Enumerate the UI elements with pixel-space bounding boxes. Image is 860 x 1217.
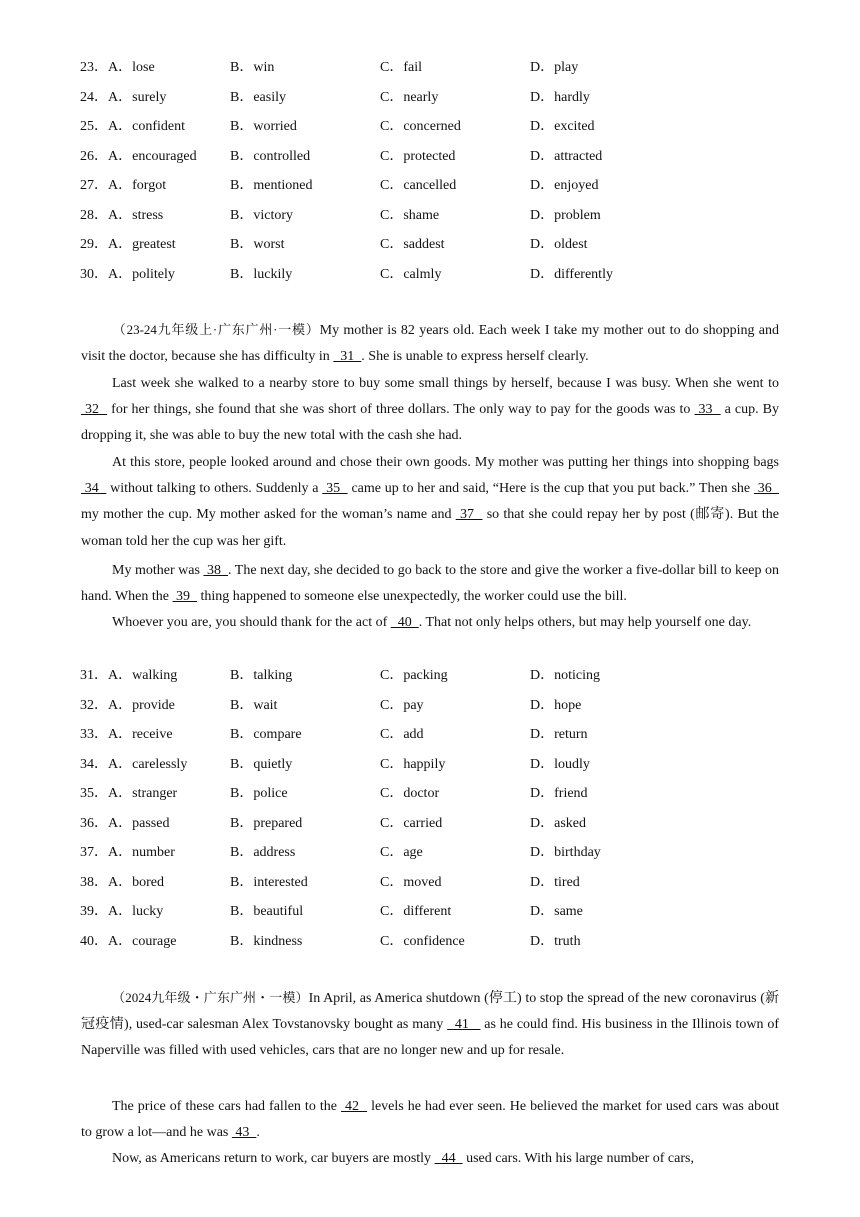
- blank-41: 41: [447, 1017, 481, 1033]
- question-25: [80, 117, 780, 137]
- option-b: B．victory: [230, 207, 293, 223]
- option-d: D．asked: [530, 815, 587, 831]
- option-c: C．happily: [380, 756, 446, 772]
- blank-32: 32: [81, 402, 108, 418]
- blank-36: 36: [753, 481, 780, 497]
- question-29: [80, 235, 780, 255]
- option-a: 37．A．number: [80, 845, 175, 860]
- option-b: B．kindness: [230, 933, 303, 949]
- option-b: B．interested: [230, 874, 308, 890]
- question-33: [80, 725, 780, 745]
- option-c: C．cancelled: [380, 178, 457, 193]
- option-b: B．worried: [230, 119, 297, 134]
- blank-43: 43: [231, 1125, 257, 1141]
- question-35: [80, 784, 780, 804]
- option-a: 30．A．politely: [80, 266, 175, 282]
- option-d: D．return: [530, 727, 588, 742]
- option-d: D．tired: [530, 874, 580, 890]
- option-d: D．truth: [530, 933, 581, 949]
- option-b: B．easily: [230, 89, 286, 105]
- question-26: [80, 147, 780, 167]
- option-c: C．protected: [380, 148, 456, 164]
- option-b: B．win: [230, 60, 275, 75]
- option-d: D．loudly: [530, 756, 590, 772]
- option-a: 28．A．stress: [80, 207, 164, 223]
- option-d: D．differently: [530, 266, 613, 282]
- blank-44: 44: [434, 1151, 463, 1166]
- question-40: [80, 932, 780, 952]
- option-c: C．doctor: [380, 786, 440, 801]
- option-b: B．talking: [230, 668, 293, 683]
- question-36: [80, 814, 780, 834]
- blank-38: 38: [203, 563, 229, 578]
- option-b: B．compare: [230, 727, 302, 742]
- option-d: D．enjoyed: [530, 178, 599, 193]
- option-d: D．hope: [530, 697, 582, 713]
- passage-paragraph: Whoever you are, you should thank for the act of 40 . That not only helps others, but may help yourself one day.: [112, 615, 752, 630]
- blank-31: 31: [333, 349, 362, 365]
- blank-37: 37: [455, 507, 483, 523]
- option-d: D．oldest: [530, 237, 588, 252]
- option-d: D．noticing: [530, 668, 601, 683]
- option-a: 34．A．carelessly: [80, 756, 188, 772]
- option-c: C．carried: [380, 815, 443, 831]
- option-a: 39．A．lucky: [80, 904, 164, 919]
- blank-33: 33: [694, 402, 721, 418]
- passage-source: （2024九年级・广东广州・一模）: [112, 990, 309, 1005]
- option-c: C．moved: [380, 874, 442, 890]
- option-a: 40．A．courage: [80, 933, 177, 949]
- option-d: D．problem: [530, 207, 601, 223]
- question-28: [80, 206, 780, 226]
- option-d: D．attracted: [530, 148, 603, 164]
- option-c: C．concerned: [380, 119, 461, 134]
- passage-paragraph: Last week she walked to a nearby store to buy some small things by herself, because I was busy. When she went to 32 for her things, she found that she was short of three dollars. The only way to pay for the goods was to 33 a cup. By dropping it, she was able to buy the new total with the cash she had.: [81, 376, 780, 444]
- passage-paragraph: （2024九年级・广东广州・一模）In April, as America shutdown (停工) to stop the spread of the new coronavirus (新冠疫情), used-car salesman Alex Tovstanovsky bought as many 41 as he could find. His business in the Illinois town of Naperville was filled with used vehicles, cars that are no longer new and up for resale.: [81, 990, 779, 1059]
- option-c: C．different: [380, 904, 452, 919]
- blank-42: 42: [340, 1099, 368, 1114]
- option-b: B．police: [230, 786, 288, 801]
- option-c: C．age: [380, 845, 423, 860]
- option-b: B．mentioned: [230, 178, 313, 193]
- question-39: [80, 902, 780, 922]
- option-c: C．add: [380, 727, 424, 742]
- passage-paragraph: The price of these cars had fallen to the 42 levels he had ever seen. He believed the market for used cars was about to grow a lot—and he was 43 .: [81, 1099, 779, 1141]
- option-c: C．packing: [380, 668, 448, 683]
- option-a: 26．A．encouraged: [80, 148, 197, 164]
- option-a: 31．A．walking: [80, 668, 178, 683]
- option-d: D．same: [530, 904, 583, 919]
- option-b: B．quietly: [230, 756, 293, 772]
- option-a: 33．A．receive: [80, 727, 173, 742]
- option-a: 38．A．bored: [80, 874, 165, 890]
- passage-paragraph: My mother was 38 . The next day, she decided to go back to the store and give the worker a five-dollar bill to keep on hand. When the 39 thing happened to someone else unexpectedly, the worker could use the bill.: [81, 563, 779, 605]
- option-a: 27．A．forgot: [80, 178, 167, 193]
- question-24: [80, 88, 780, 108]
- question-30: [80, 265, 780, 285]
- option-a: 23．A．lose: [80, 60, 155, 75]
- passage-source: （23-24九年级上·广东广州·一模）: [112, 322, 320, 337]
- option-c: C．shame: [380, 207, 440, 223]
- option-a: 29．A．greatest: [80, 237, 176, 252]
- option-a: 35．A．stranger: [80, 786, 178, 801]
- question-34: [80, 755, 780, 775]
- option-b: B．worst: [230, 237, 285, 252]
- option-a: 36．A．passed: [80, 815, 170, 831]
- option-a: 25．A．confident: [80, 119, 185, 134]
- option-d: D．play: [530, 60, 579, 75]
- question-37: [80, 843, 780, 863]
- question-31: [80, 666, 780, 686]
- option-a: 24．A．surely: [80, 89, 167, 105]
- option-c: C．saddest: [380, 237, 445, 252]
- passage-paragraph: Now, as Americans return to work, car buyers are mostly 44 used cars. With his large number of cars,: [112, 1151, 694, 1166]
- option-c: C．calmly: [380, 266, 442, 282]
- option-d: D．hardly: [530, 89, 590, 105]
- option-d: D．friend: [530, 786, 588, 801]
- question-32: [80, 696, 780, 716]
- option-c: C．fail: [380, 60, 422, 75]
- blank-35: 35: [322, 481, 348, 497]
- option-b: B．prepared: [230, 815, 303, 831]
- blank-34: 34: [81, 481, 107, 497]
- blank-39: 39: [172, 589, 197, 605]
- option-a: 32．A．provide: [80, 697, 175, 713]
- option-c: C．nearly: [380, 89, 439, 105]
- passage-paragraph: （23-24九年级上·广东广州·一模）My mother is 82 years old. Each week I take my mother out to do shopping and visit the doctor, because she has difficulty in 31 . She is unable to express herself clearly.: [81, 322, 779, 365]
- question-23: [80, 58, 780, 78]
- blank-40: 40: [390, 615, 419, 630]
- option-d: D．excited: [530, 119, 595, 134]
- option-b: B．address: [230, 845, 296, 860]
- option-d: D．birthday: [530, 845, 601, 860]
- option-b: B．controlled: [230, 148, 311, 164]
- question-27: [80, 176, 780, 196]
- option-c: C．confidence: [380, 933, 465, 949]
- question-38: [80, 873, 780, 893]
- option-b: B．luckily: [230, 266, 293, 282]
- passage-paragraph: At this store, people looked around and chose their own goods. My mother was putting her things into shopping bags 34 without talking to others. Suddenly a 35 came up to her and said, “Here is the cup that you put back.” Then she 36 my mother the cup. My mother asked for the woman’s name and 37 so that she could repay her by post (邮寄). But the woman told her the cup was her gift.: [81, 455, 780, 549]
- option-c: C．pay: [380, 697, 424, 713]
- option-b: B．beautiful: [230, 904, 304, 919]
- option-b: B．wait: [230, 697, 278, 713]
